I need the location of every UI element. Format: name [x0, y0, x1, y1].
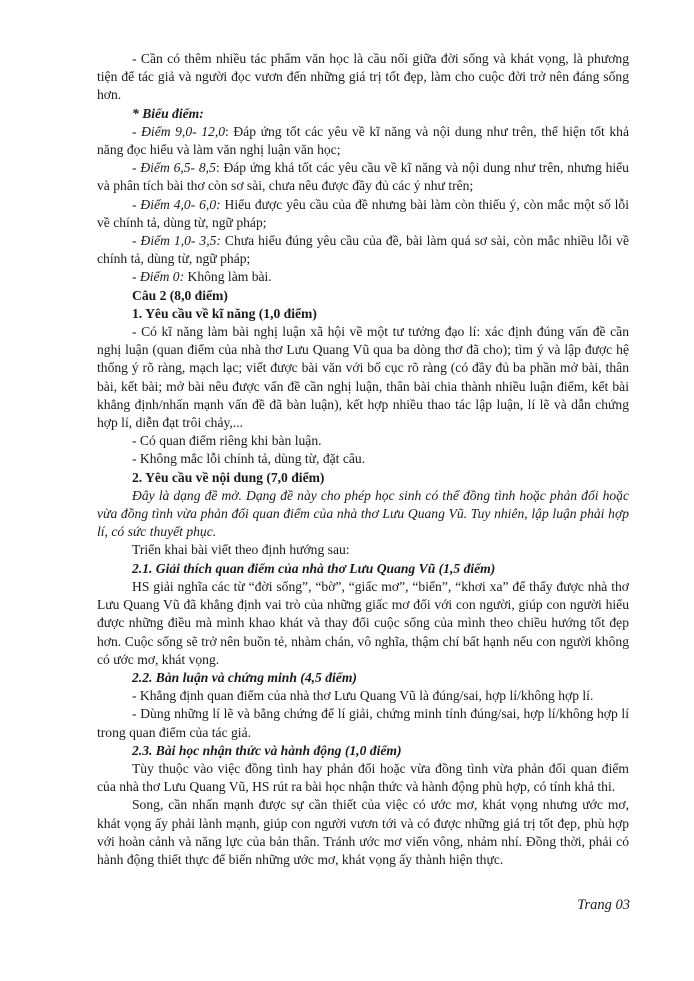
text-run: 2.2. Bàn luận và chứng minh (4,5 điểm) — [132, 669, 357, 685]
paragraph — [97, 578, 629, 669]
text-run: - Khẳng định quan điểm của nhà thơ Lưu Quang Vũ là đúng/sai, hợp lí/không hợp lí. — [132, 688, 594, 704]
text-run: Câu 2 (8,0 điểm) — [132, 287, 228, 303]
page-number: Trang 03 — [577, 897, 630, 913]
text-run: - Có quan điểm riêng khi bàn luận. — [132, 433, 322, 449]
text-run: Điểm 4,0- 6,0: — [140, 196, 221, 212]
paragraph — [97, 159, 629, 195]
text-run: Đây là dạng đề mở. Dạng đề này cho phép học sinh có thể đồng tình hoặc phản đối hoặc vừa đồng tình vừa phản đối quan điểm của nhà thơ Lưu Quang Vũ. Tuy nhiên, lập luận phải hợp lí, có sức thuyết phục. — [97, 487, 629, 540]
text-run: - — [132, 123, 142, 139]
paragraph — [97, 560, 629, 578]
text-run: - Cần có thêm nhiều tác phẩm văn học là cầu nối giữa đời sống và khát vọng, là phương tiện để tác giả và người đọc vươn đến những giá trị tốt đẹp, làm cho cuộc đời trở nên đáng sống hơn. — [97, 51, 629, 103]
paragraph — [97, 469, 629, 487]
text-run: Điểm 6,5- 8,5 — [140, 160, 216, 176]
paragraph — [97, 760, 629, 796]
paragraph — [97, 487, 629, 542]
text-run: Không làm bài. — [184, 269, 272, 285]
text-run: - — [132, 233, 141, 249]
text-run: Điểm 0: — [139, 269, 185, 285]
paragraph — [97, 268, 629, 286]
text-run: 2.3. Bài học nhận thức và hành động (1,0 điểm) — [132, 742, 402, 758]
paragraph — [97, 50, 629, 105]
paragraph — [97, 196, 629, 232]
paragraph — [97, 669, 629, 687]
document-body — [97, 50, 629, 869]
paragraph — [97, 742, 629, 760]
text-run: * Biểu điểm: — [132, 105, 204, 121]
paragraph — [97, 705, 629, 741]
text-run: HS giải nghĩa các từ “đời sống”, “bờ”, “giấc mơ”, “biển”, “khơi xa” để thấy được nhà thơ Lưu Quang Vũ đã khẳng định vai trò của những giấc mơ đối với con người, giúp con người hiểu được những điều mà mình khao khát và thay đổi cuộc sống của mình theo chiều hướng tốt đẹp hơn. Cuộc sống sẽ trở nên buồn tẻ, nhàm chán, vô nghĩa, thậm chí bất hạnh nếu con người không có ước mơ, khát vọng. — [97, 578, 629, 667]
paragraph — [97, 287, 629, 305]
text-run: - — [132, 269, 140, 285]
text-run: 2. Yêu cầu về nội dung (7,0 điểm) — [132, 469, 325, 485]
text-run: Điểm 9,0- 12,0 — [141, 123, 226, 139]
paragraph — [97, 123, 629, 159]
paragraph — [97, 432, 629, 450]
text-run: - Dùng những lí lẽ và bằng chứng để lí giải, chứng minh tính đúng/sai, hợp lí/không hợp lí trong quan điểm của tác giả. — [97, 706, 629, 740]
text-run: Chưa hiểu đúng yêu cầu của đề, bài làm quá sơ sài, còn mắc nhiều lỗi về chính tả, dùng từ, ngữ pháp; — [97, 233, 629, 267]
text-run: 1. Yêu cầu về kĩ năng (1,0 điểm) — [132, 305, 317, 321]
text-run: 2.1. Giải thích quan điểm của nhà thơ Lưu Quang Vũ (1,5 điểm) — [132, 560, 496, 576]
paragraph — [97, 105, 629, 123]
text-run: : Đáp ứng khá tốt các yêu cầu về kĩ năng và nội dung như trên, nhưng hiểu và phân tích bài thơ còn sơ sài, chưa nêu được đầy đủ các ý như trên; — [97, 160, 629, 194]
paragraph — [97, 305, 629, 323]
text-run: Tùy thuộc vào việc đồng tình hay phản đối hoặc vừa đồng tình vừa phản đối quan điểm của nhà thơ Lưu Quang Vũ, HS rút ra bài học nhận thức và hành động phù hợp, có tính khả thi. — [97, 760, 629, 795]
paragraph — [97, 450, 629, 468]
text-run: - — [132, 160, 141, 176]
paragraph — [97, 796, 629, 869]
text-run: Triển khai bài viết theo định hướng sau: — [132, 542, 350, 558]
text-run: : Đáp ứng tốt các yêu về kĩ năng và nội dung như trên, thể hiện tốt khả năng đọc hiểu và làm văn nghị luận văn học; — [97, 123, 629, 158]
paragraph — [97, 232, 629, 268]
paragraph — [97, 541, 629, 559]
text-run: Điểm 1,0- 3,5: — [140, 233, 221, 249]
text-run: - Có kĩ năng làm bài nghị luận xã hội về một tư tưởng đạo lí: xác định đúng vấn đề cần nghị luận (quan điểm của nhà thơ Lưu Quang Vũ qua ba dòng thơ đã cho); tìm ý và lập được hệ thống ý rõ ràng, mạch lạc; viết được bài văn với bố cục rõ ràng (có đầy đủ ba phần mở bài, thân bài, kết bài; mở bài nêu được vấn đề cần nghị luận, thân bài chia thành nhiều luận điểm, kết bài khẳng định/nhấn mạnh vấn đề đã bàn luận), kết hợp nhiều thao tác lập luận, lí lẽ và dẫn chứng hợp lí, diễn đạt trôi chảy,... — [97, 324, 629, 431]
text-run: Song, cần nhấn mạnh được sự cần thiết của việc có ước mơ, khát vọng nhưng ước mơ, khát vọng ấy phải lành mạnh, giúp con người vươn tới và có được những giá trị tốt đẹp, phù hợp với hoàn cảnh và năng lực của bản thân. Tránh ước mơ viển vông, nhảm nhí. Đồng thời, phải có hành động thiết thực để biến những ước mơ, khát vọng ấy thành hiện thực. — [97, 797, 629, 867]
text-run: Hiểu được yêu cầu của đề nhưng bài làm còn thiếu ý, còn mắc một số lỗi về chính tả, dùng từ, ngữ pháp; — [97, 196, 629, 230]
paragraph — [97, 687, 629, 705]
text-run: - — [132, 196, 141, 212]
paragraph — [97, 323, 629, 432]
text-run: - Không mắc lỗi chính tả, dùng từ, đặt câu. — [132, 451, 366, 467]
